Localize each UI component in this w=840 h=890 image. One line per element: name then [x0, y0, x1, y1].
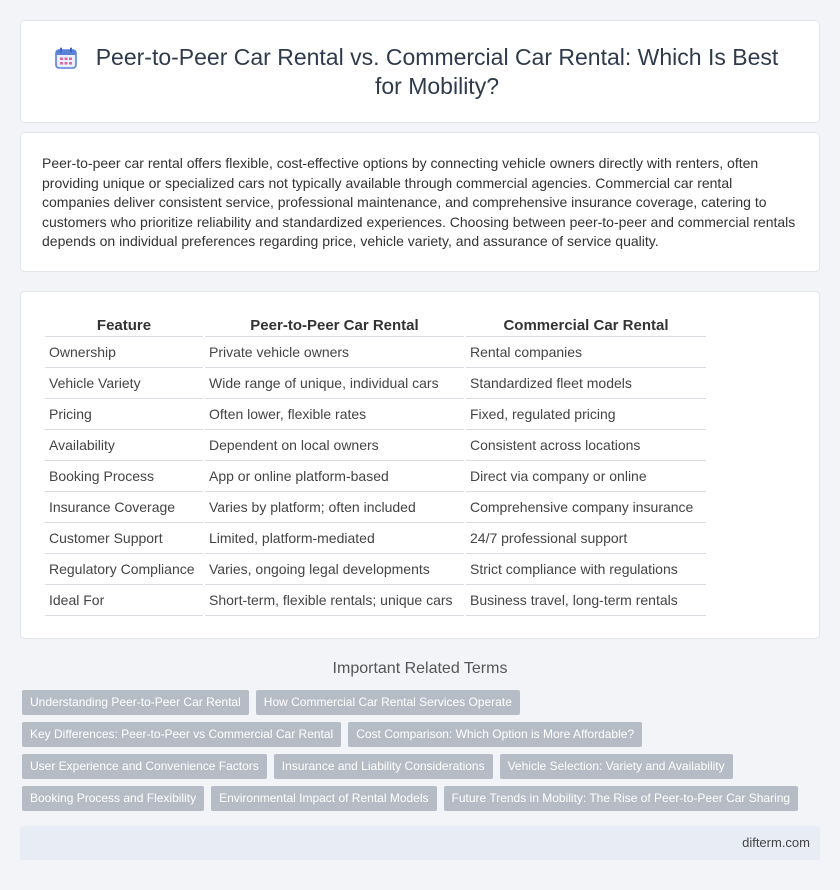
feature-cell: Availability: [45, 430, 203, 461]
feature-cell: Booking Process: [45, 461, 203, 492]
peer-to-peer-cell: Often lower, flexible rates: [205, 399, 464, 430]
commercial-cell: Standardized fleet models: [466, 368, 706, 399]
related-term-link[interactable]: Booking Process and Flexibility: [22, 786, 204, 811]
peer-to-peer-cell: App or online platform-based: [205, 461, 464, 492]
table-row: [45, 430, 706, 461]
related-term-link[interactable]: User Experience and Convenience Factors: [22, 754, 267, 779]
feature-cell: Customer Support: [45, 523, 203, 554]
table-row: [45, 399, 706, 430]
feature-cell: Insurance Coverage: [45, 492, 203, 523]
peer-to-peer-cell: Varies, ongoing legal developments: [205, 554, 464, 585]
feature-cell: Regulatory Compliance: [45, 554, 203, 585]
related-term-link[interactable]: Vehicle Selection: Variety and Availability: [500, 754, 733, 779]
related-term-link[interactable]: How Commercial Car Rental Services Operate: [256, 690, 520, 715]
related-term-link[interactable]: Key Differences: Peer-to-Peer vs Commercial Car Rental: [22, 722, 341, 747]
peer-to-peer-cell: Limited, platform-mediated: [205, 523, 464, 554]
tag-row: [22, 690, 822, 716]
feature-cell: Ideal For: [45, 585, 203, 616]
feature-cell: Pricing: [45, 399, 203, 430]
table-row: [45, 585, 706, 616]
commercial-cell: Fixed, regulated pricing: [466, 399, 706, 430]
commercial-cell: Business travel, long-term rentals: [466, 585, 706, 616]
related-term-link[interactable]: Understanding Peer-to-Peer Car Rental: [22, 690, 249, 715]
related-terms-heading: Important Related Terms: [332, 660, 508, 677]
table-row: [45, 523, 706, 554]
commercial-cell: Rental companies: [466, 337, 706, 368]
feature-cell: Ownership: [45, 337, 203, 368]
peer-to-peer-cell: Short-term, flexible rentals; unique cars: [205, 585, 464, 616]
table-header-row: [45, 314, 706, 337]
table-row: [45, 368, 706, 399]
commercial-cell: Direct via company or online: [466, 461, 706, 492]
related-terms-list: [22, 690, 822, 818]
commercial-cell: Consistent across locations: [466, 430, 706, 461]
peer-to-peer-cell: Private vehicle owners: [205, 337, 464, 368]
commercial-cell: 24/7 professional support: [466, 523, 706, 554]
related-term-link[interactable]: Environmental Impact of Rental Models: [211, 786, 436, 811]
commercial-cell: Comprehensive company insurance: [466, 492, 706, 523]
tag-row: [22, 786, 822, 812]
column-header-commercial: Commercial Car Rental: [466, 314, 706, 337]
tag-row: [22, 722, 822, 748]
comparison-card: [20, 291, 820, 639]
peer-to-peer-cell: Dependent on local owners: [205, 430, 464, 461]
page-title: Peer-to-Peer Car Rental vs. Commercial Car Rental: Which Is Best for Mobility?: [95, 44, 779, 99]
related-term-link[interactable]: Cost Comparison: Which Option is More Affordable?: [348, 722, 642, 747]
related-term-link[interactable]: Future Trends in Mobility: The Rise of Peer-to-Peer Car Sharing: [444, 786, 799, 811]
commercial-cell: Strict compliance with regulations: [466, 554, 706, 585]
table-row: [45, 337, 706, 368]
site-name[interactable]: difterm.com: [742, 835, 810, 850]
tag-row: [22, 754, 822, 780]
summary-card: [20, 132, 820, 272]
table-row: [45, 554, 706, 585]
feature-cell: Vehicle Variety: [45, 368, 203, 399]
related-term-link[interactable]: Insurance and Liability Considerations: [274, 754, 493, 779]
table-row: [45, 461, 706, 492]
column-header-feature: Feature: [45, 314, 203, 337]
peer-to-peer-cell: Varies by platform; often included: [205, 492, 464, 523]
table-row: [45, 492, 706, 523]
peer-to-peer-cell: Wide range of unique, individual cars: [205, 368, 464, 399]
title-card: [20, 20, 820, 123]
summary-paragraph: Peer-to-peer car rental offers flexible, cost-effective options by connecting vehicle owners directly with renters, often providing unique or specialized cars not typically available through commercial agencies. Commercial car rental companies deliver consistent service, professional maintenance, and comprehensive insurance coverage, catering to customers who prioritize reliability and standardized experiences. Choosing between peer-to-peer and commercial rentals depends on individual preferences regarding price, vehicle variety, and assurance of service quality.: [42, 155, 796, 250]
column-header-peer-to-peer: Peer-to-Peer Car Rental: [205, 314, 464, 337]
comparison-table: [43, 314, 708, 616]
footer-bar: [20, 826, 820, 860]
